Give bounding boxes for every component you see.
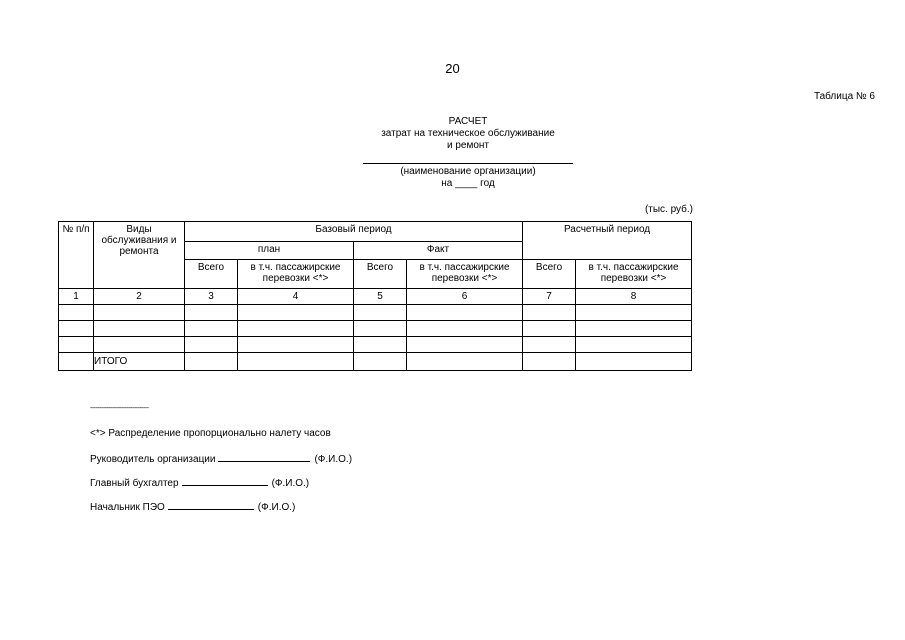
year-line: на ____ год	[441, 178, 495, 189]
header-num: № п/п	[59, 222, 94, 289]
table-cell	[59, 353, 94, 371]
table-cell	[59, 305, 94, 321]
header-base-period: Базовый период	[185, 222, 523, 242]
header-calc-total: Всего	[523, 260, 576, 289]
page-number: 20	[445, 61, 460, 76]
column-number: 5	[354, 289, 407, 305]
column-number: 2	[94, 289, 185, 305]
table-cell	[185, 353, 238, 371]
table-label: Таблица № 6	[813, 91, 875, 102]
table-cell	[94, 337, 185, 353]
table-cell	[59, 321, 94, 337]
table-cell	[185, 321, 238, 337]
table-cell	[354, 353, 407, 371]
footnote-separator: --------------------------------	[90, 405, 149, 412]
table-cell	[185, 305, 238, 321]
signature-suffix: (Ф.И.О.)	[257, 502, 296, 513]
table-row	[59, 321, 692, 337]
header-fact-passenger: в т.ч. пассажирские перевозки <*>	[407, 260, 523, 289]
header-fact-total: Всего	[354, 260, 407, 289]
table-cell	[523, 353, 576, 371]
table-row	[59, 337, 692, 353]
table-cell	[238, 321, 354, 337]
table-cell	[523, 305, 576, 321]
header-plan-passenger: в т.ч. пассажирские перевозки <*>	[238, 260, 354, 289]
table-cell	[407, 321, 523, 337]
total-row	[59, 353, 692, 371]
table-cell	[354, 337, 407, 353]
table-row	[59, 305, 692, 321]
table-cell	[94, 305, 185, 321]
table-cell	[407, 337, 523, 353]
signature-line	[168, 500, 254, 510]
header-types: Виды обслуживания и ремонта	[94, 222, 185, 289]
table-cell	[238, 337, 354, 353]
column-number-row	[59, 289, 692, 305]
table-cell	[354, 305, 407, 321]
header-plan: план	[185, 242, 354, 260]
footnote: <*> Распределение пропорционально налету часов	[90, 428, 331, 439]
signature-peo-head	[90, 500, 295, 513]
organization-block	[300, 166, 636, 190]
table-cell	[238, 305, 354, 321]
signature-director	[90, 452, 352, 465]
table-cell	[185, 337, 238, 353]
column-number: 1	[59, 289, 94, 305]
table-cell	[354, 321, 407, 337]
signature-label: Главный бухгалтер	[90, 478, 179, 489]
header-calc-period: Расчетный период	[523, 222, 692, 260]
table-cell	[59, 337, 94, 353]
signature-line	[182, 476, 268, 486]
signature-line	[218, 452, 310, 462]
signature-label: Начальник ПЭО	[90, 502, 165, 513]
title-line-3: и ремонт	[446, 140, 490, 151]
cost-table	[58, 221, 692, 371]
organization-label: (наименование организации)	[400, 166, 536, 177]
table-cell	[576, 305, 692, 321]
title-line-2: затрат на техническое обслуживание	[381, 128, 555, 139]
header-calc-passenger: в т.ч. пассажирские перевозки <*>	[576, 260, 692, 289]
table-cell	[407, 305, 523, 321]
header-fact: Факт	[354, 242, 523, 260]
table-cell	[576, 353, 692, 371]
organization-name-line	[363, 163, 573, 164]
table-cell	[576, 321, 692, 337]
column-number: 7	[523, 289, 576, 305]
signature-suffix: (Ф.И.О.)	[271, 478, 310, 489]
table-cell	[407, 353, 523, 371]
table-cell	[523, 337, 576, 353]
column-number: 3	[185, 289, 238, 305]
signature-accountant	[90, 476, 309, 489]
document-title	[300, 116, 636, 152]
column-number: 4	[238, 289, 354, 305]
column-number: 8	[576, 289, 692, 305]
units-label: (тыс. руб.)	[644, 204, 693, 215]
column-number: 6	[407, 289, 523, 305]
header-plan-total: Всего	[185, 260, 238, 289]
total-label: ИТОГО	[94, 353, 185, 371]
table-cell	[238, 353, 354, 371]
table-cell	[523, 321, 576, 337]
title-line-1: РАСЧЕТ	[448, 116, 488, 127]
table-cell	[576, 337, 692, 353]
signature-label: Руководитель организации	[90, 454, 216, 465]
signature-suffix: (Ф.И.О.)	[314, 454, 353, 465]
table-cell	[94, 321, 185, 337]
